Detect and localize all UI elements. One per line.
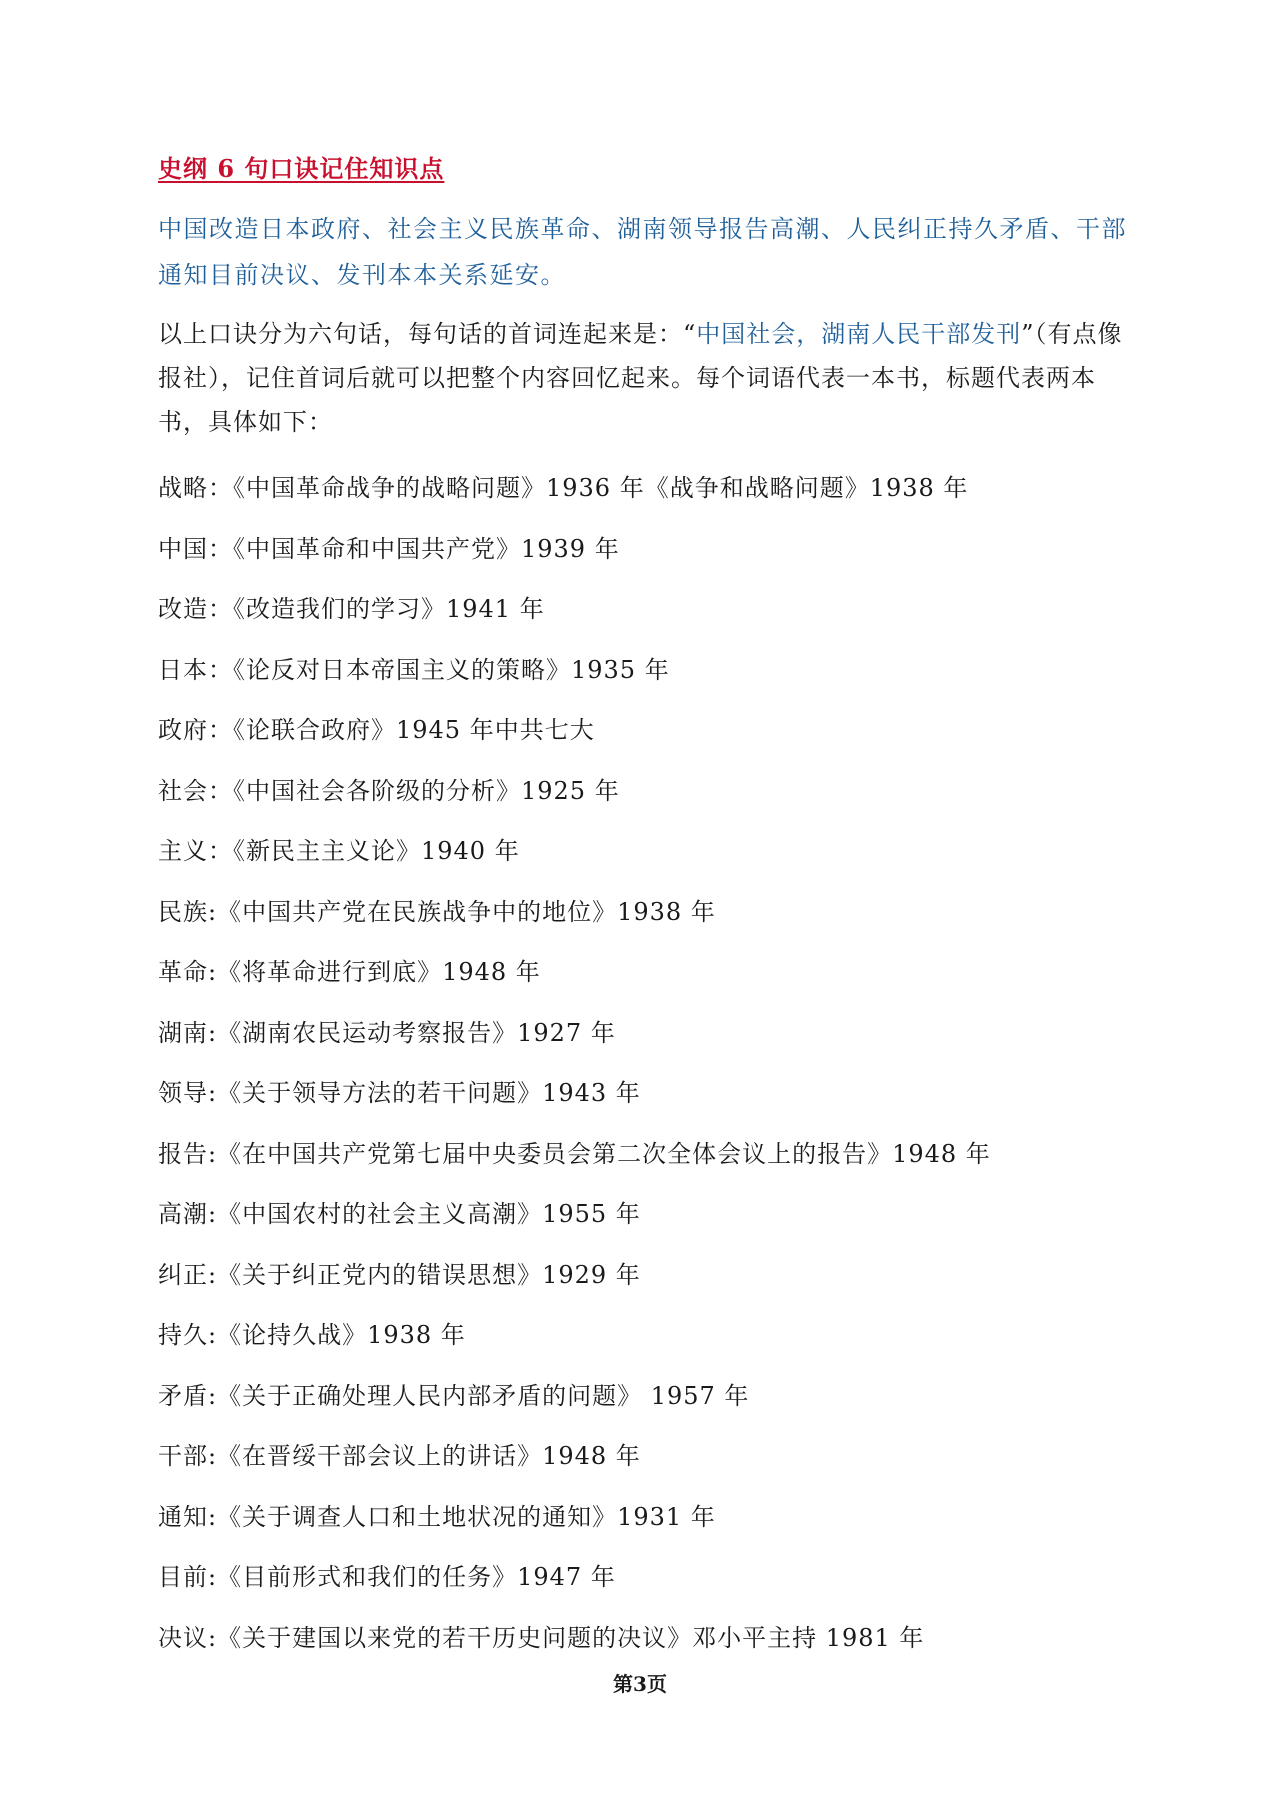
book-list [158,458,1133,1668]
book-entry: 纠正:《关于纠正党内的错误思想》1929 年 [158,1260,641,1289]
page-content [158,152,1133,1668]
book-entry: 中国：《中国革命和中国共产党》1939 年 [158,534,620,563]
book-entry: 持久:《论持久战》1938 年 [158,1321,466,1349]
page-title: 史纲 6 句口诀记住知识点 [158,154,445,183]
book-entry: 矛盾:《关于正确处理人民内部矛盾的问题》 1957 年 [158,1381,750,1410]
book-entry: 改造：《改造我们的学习》1941 年 [158,595,545,623]
book-entry: 高潮:《中国农村的社会主义高潮》1955 年 [158,1200,641,1228]
mnemonic-text: 中国改造日本政府、社会主义民族革命、湖南领导报告高潮、人民纠正持久矛盾、干部通知目前决议、发刊本本关系延安。 [158,215,1127,289]
book-entry: 革命:《将革命进行到底》1948 年 [158,958,541,986]
intro-text-end: ”（有点像报社），记住首词后就可以把整个内容回忆起来。每个词语代表一本书，标题代表两本书，具体如下： [158,320,1123,436]
book-entry: 报告:《在中国共产党第七届中央委员会第二次全体会议上的报告》1948 年 [158,1139,991,1168]
book-entry: 民族:《中国共产党在民族战争中的地位》1938 年 [158,897,716,926]
book-entry: 目前:《目前形式和我们的任务》1947 年 [158,1563,616,1591]
book-entry: 政府：《论联合政府》1945 年中共七大 [158,716,595,744]
intro-highlight: 中国社会，湖南人民干部发刊 [696,320,1022,348]
book-entry: 决议:《关于建国以来党的若干历史问题的决议》邓小平主持 1981 年 [158,1623,925,1652]
book-entry: 日本：《论反对日本帝国主义的策略》1935 年 [158,655,670,684]
page-number: 第3页 [613,1672,667,1696]
intro-text-start: 以上口诀分为六句话，每句话的首词连起来是：“ [158,320,697,348]
book-entry: 干部:《在晋绥干部会议上的讲话》1948 年 [158,1442,641,1470]
book-entry: 战略：《中国革命战争的战略问题》1936 年《战争和战略问题》1938 年 [158,474,969,502]
book-entry: 主义：《新民主主义论》1940 年 [158,837,520,865]
book-entry: 通知:《关于调查人口和土地状况的通知》1931 年 [158,1502,716,1531]
intro-paragraph [158,312,1133,444]
book-entry: 社会：《中国社会各阶级的分析》1925 年 [158,776,620,805]
book-entry: 湖南:《湖南农民运动考察报告》1927 年 [158,1018,616,1047]
book-entry: 领导:《关于领导方法的若干问题》1943 年 [158,1079,641,1107]
